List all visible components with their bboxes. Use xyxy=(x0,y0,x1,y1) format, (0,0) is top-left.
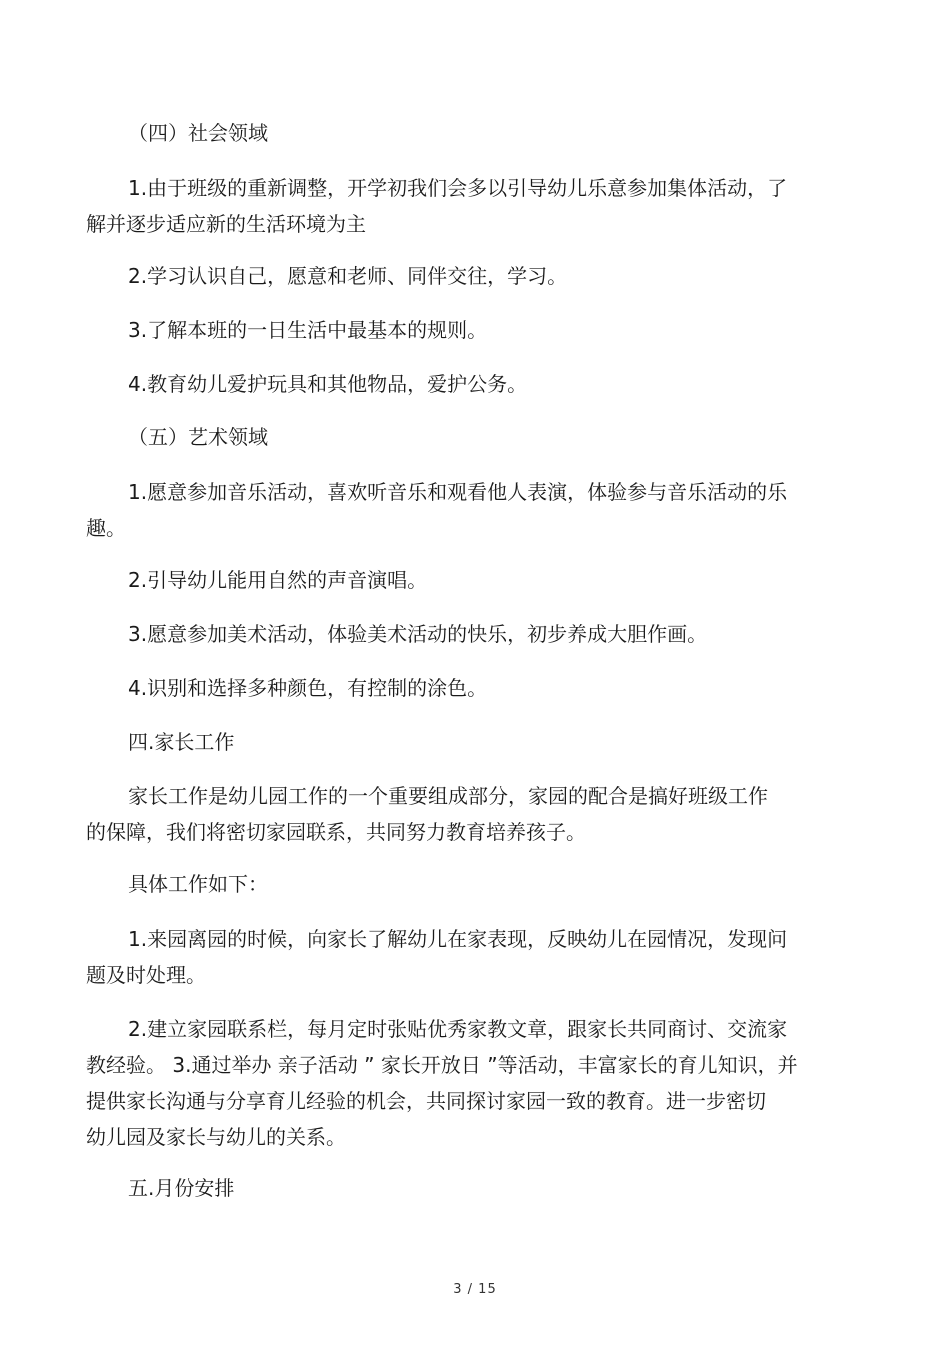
heading-monthly-schedule xyxy=(86,1170,846,1206)
heading-social-domain xyxy=(86,115,846,151)
text-line: 1.来园离园的时候，向家长了解幼儿在家表现，反映幼儿在园情况，发现问 xyxy=(128,927,788,951)
paragraph-social-4 xyxy=(86,366,846,402)
heading-art-domain xyxy=(86,419,846,455)
paragraph-parent-1 xyxy=(86,921,846,993)
text-line: 具体工作如下： xyxy=(128,872,268,896)
text-line: 提供家长沟通与分享育儿经验的机会，共同探讨家园一致的教育。进一步密切 xyxy=(86,1089,766,1113)
text-line: 1.愿意参加音乐活动，喜欢听音乐和观看他人表演，体验参与音乐活动的乐 xyxy=(128,480,788,504)
text-line: 1.由于班级的重新调整，开学初我们会多以引导幼儿乐意参加集体活动，了 xyxy=(128,176,788,200)
text-line: 4.识别和选择多种颜色，有控制的涂色。 xyxy=(128,676,488,700)
paragraph-art-4 xyxy=(86,670,846,706)
paragraph-social-3 xyxy=(86,312,846,348)
text-line: 的保障，我们将密切家园联系，共同努力教育培养孩子。 xyxy=(86,820,586,844)
text-line: 4.教育幼儿爱护玩具和其他物品，爱护公务。 xyxy=(128,372,528,396)
paragraph-art-2 xyxy=(86,562,846,598)
text-line: 五.月份安排 xyxy=(128,1176,235,1200)
text-line: 2.学习认识自己，愿意和老师、同伴交往，学习。 xyxy=(128,264,568,288)
paragraph-art-3 xyxy=(86,616,846,652)
paragraph-work-details xyxy=(86,866,846,902)
paragraph-social-1 xyxy=(86,170,846,242)
paragraph-parent-2 xyxy=(86,1011,846,1155)
page-number: 3 / 15 xyxy=(453,1282,497,1297)
text-line: 家长工作是幼儿园工作的一个重要组成部分，家园的配合是搞好班级工作 xyxy=(128,784,768,808)
text-line: 2.引导幼儿能用自然的声音演唱。 xyxy=(128,568,428,592)
text-line: （五）艺术领域 xyxy=(128,425,268,449)
text-line: 3.了解本班的一日生活中最基本的规则。 xyxy=(128,318,488,342)
text-line: 解并逐步适应新的生活环境为主 xyxy=(86,212,366,236)
text-line: 趣。 xyxy=(86,516,126,540)
text-line: 3.愿意参加美术活动，体验美术活动的快乐，初步养成大胆作画。 xyxy=(128,622,708,646)
text-line: （四）社会领域 xyxy=(128,121,268,145)
paragraph-art-1 xyxy=(86,474,846,546)
text-line: 幼儿园及家长与幼儿的关系。 xyxy=(86,1125,346,1149)
text-line: 四.家长工作 xyxy=(128,730,235,754)
text-line: 题及时处理。 xyxy=(86,963,206,987)
text-line: 教经验。 3.通过举办 亲子活动 ” 家长开放日 ”等活动，丰富家长的育儿知识，并 xyxy=(86,1053,798,1077)
heading-parent-work xyxy=(86,724,846,760)
text-line: 2.建立家园联系栏，每月定时张贴优秀家教文章，跟家长共同商讨、交流家 xyxy=(128,1017,788,1041)
paragraph-parent-intro xyxy=(86,778,846,850)
paragraph-social-2 xyxy=(86,258,846,294)
